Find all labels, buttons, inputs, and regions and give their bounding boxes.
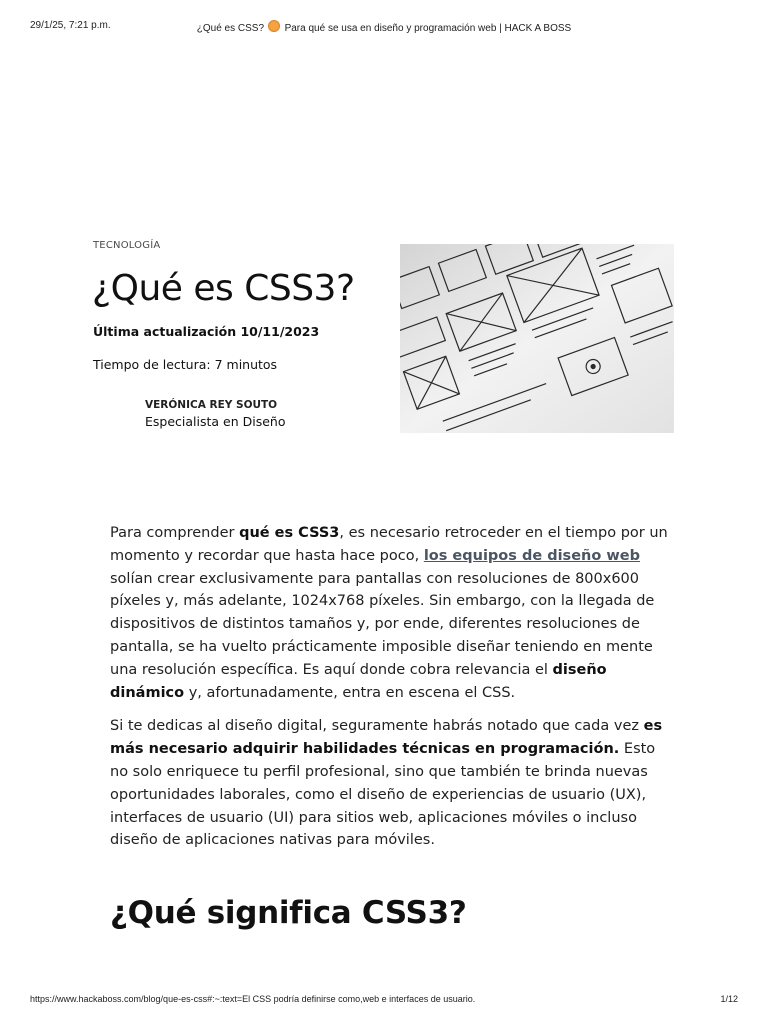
section-heading: ¿Qué significa CSS3?	[110, 895, 467, 931]
brain-emoji-icon	[268, 20, 280, 32]
print-url: https://www.hackaboss.com/blog/que-es-css#:~:text=El CSS podría definirse como,web e interfaces de usuario.	[30, 994, 476, 1004]
print-title-before: ¿Qué es CSS?	[196, 23, 265, 34]
text-run: Si te dedicas al diseño digital, seguramente habrás notado que cada vez	[110, 718, 644, 735]
page-title: ¿Qué es CSS3?	[92, 268, 355, 309]
wireframe-sketch-illustration	[400, 244, 674, 433]
category-label[interactable]: TECNOLOGÍA	[93, 240, 161, 251]
paragraph-skills	[110, 715, 670, 852]
author-name[interactable]: VERÓNICA REY SOUTO	[145, 399, 278, 411]
paragraph-intro	[110, 522, 670, 704]
text-run: Para comprender	[110, 525, 240, 541]
hero-image	[400, 244, 674, 433]
bold-text: diseño dinámico	[110, 661, 607, 701]
bold-text: qué es CSS3	[239, 525, 340, 541]
text-run: solían crear exclusivamente para pantallas con resoluciones de 800x600 píxeles y, más adelante, 1024x768 píxeles. Sin embargo, con la llegada de dispositivos de distintos tamaños y, por ende, diferentes resoluciones de pantalla, se ha vuelto prácticamente imposible diseñar teniendo en mente una resolución específica. Es aquí donde cobra relevancia el	[110, 570, 655, 678]
article-body	[110, 522, 670, 863]
bold-text: es más necesario adquirir habilidades técnicas en programación.	[110, 718, 663, 758]
page-number: 1/12	[720, 994, 738, 1004]
print-header	[0, 0, 768, 36]
print-page-title	[0, 20, 768, 34]
last-updated: Última actualización 10/11/2023	[93, 324, 320, 339]
text-run: , es necesario retroceder en el tiempo por un momento y recordar que hasta hace poco,	[110, 525, 668, 564]
text-run: y, afortunadamente, entra en escena el CSS.	[184, 684, 516, 701]
print-date: 29/1/25, 7:21 p.m.	[30, 20, 111, 31]
print-title-after: Para qué se usa en diseño y programación web | HACK A BOSS	[284, 23, 572, 34]
design-teams-link[interactable]: los equipos de diseño web	[423, 547, 640, 564]
text-run: Esto no solo enriquece tu perfil profesional, sino que también te brinda nuevas oportunidades laborales, como el diseño de experiencias de usuario (UX), interfaces de usuario (UI) para sitios web, aplicaciones móviles o incluso diseño de aplicaciones nativas para móviles.	[110, 741, 656, 849]
reading-time: Tiempo de lectura: 7 minutos	[93, 357, 278, 372]
author-role: Especialista en Diseño	[145, 414, 286, 429]
